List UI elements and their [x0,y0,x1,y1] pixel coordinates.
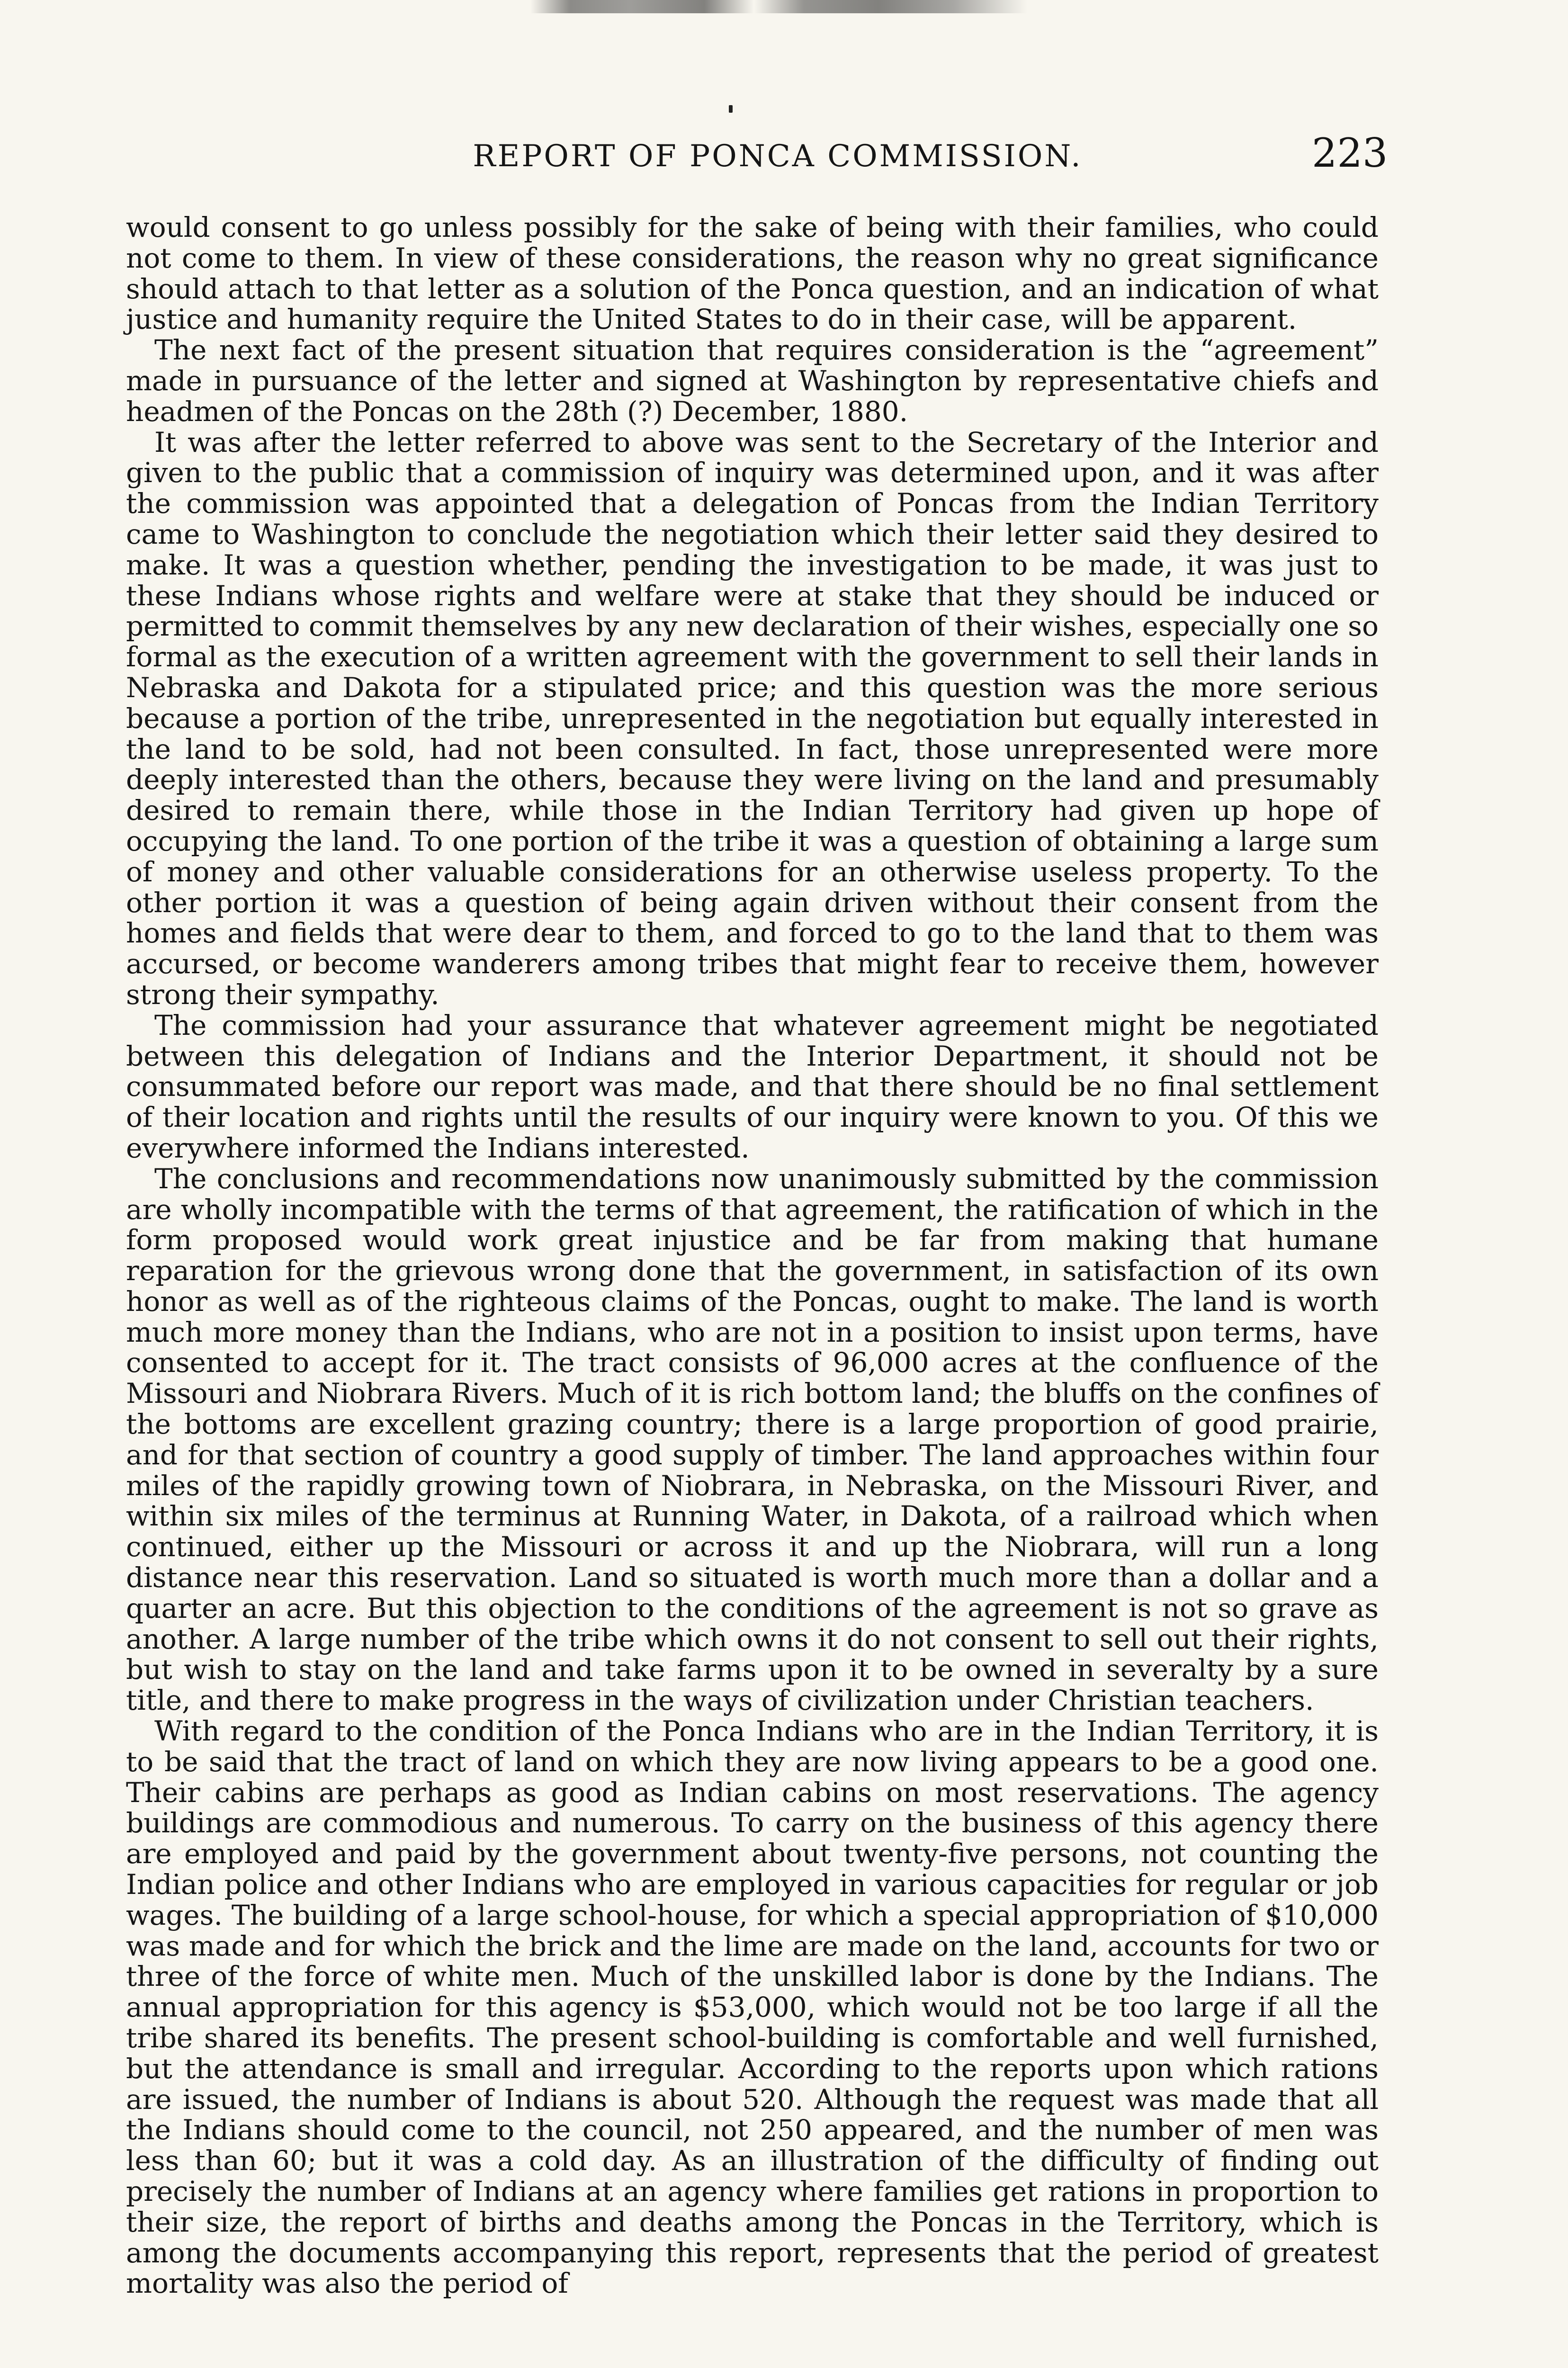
paragraph: The commission had your assurance that whatever agreement might be negotiated between this delegation of Indians and the Interior Department, it should not be consummated before our report was made, and that there should be no final settlement of their location and rights until the results of our inquiry were known to you. Of this we everywhere informed the Indians interested. [126,1009,1379,1164]
paragraph: It was after the letter referred to above was sent to the Secretary of the Interior and given to the public that a commission of inquiry was determined upon, and it was after the commission was appointed that a delegation of Poncas from the Indian Territory came to Washington to conclude the negotiation which their letter said they desired to make. It was a question whether, pending the investigation to be made, it was just to these Indians whose rights and welfare were at stake that they should be induced or permitted to commit themselves by any new declaration of their wishes, especially one so formal as the execution of a written agreement with the government to sell their lands in Nebraska and Dakota for a stipulated price; and this question was the more serious because a portion of the tribe, unrepresented in the negotiation but equally interested in the land to be sold, had not been consulted. In fact, those unrepresented were more deeply interested than the others, because they were living on the land and presumably desired to remain there, while those in the Indian Territory had given up hope of occupying the land. To one portion of the tribe it was a question of obtaining a large sum of money and other valuable considerations for an otherwise useless property. To the other portion it was a question of being again driven without their consent from the homes and fields that were dear to them, and forced to go to the land that to them was accursed, or become wanderers among tribes that might fear to receive them, however strong their sympathy. [126,426,1379,1011]
paragraph: With regard to the condition of the Ponca Indians who are in the Indian Territory, it is to be said that the tract of land on which they are now living appears to be a good one. Their cabins are perhaps as good as Indian cabins on most reservations. The agency buildings are commodious and numerous. To carry on the business of this agency there are employed and paid by the government about twenty-five persons, not counting the Indian police and other Indians who are employed in various capacities for regular or job wages. The building of a large school-house, for which a special appropriation of $10,000 was made and for which the brick and the lime are made on the land, accounts for two or three of the force of white men. Much of the unskilled labor is done by the Indians. The annual appropriation for this agency is $53,000, which would not be too large if all the tribe shared its benefits. The present school-building is comfortable and well furnished, but the attendance is small and irregular. According to the reports upon which rations are issued, the number of Indians is about 520. Although the request was made that all the Indians should come to the council, not 250 appeared, and the number of men was less than 60; but it was a cold day. As an illustration of the difficulty of finding out precisely the number of Indians at an agency where families get rations in proportion to their size, the report of births and deaths among the Poncas in the Territory, which is among the documents accompanying this report, represents that the period of greatest mortality was also the period of [126,1715,1379,2300]
scan-artifact [530,0,1028,13]
scan-artifact-dot [729,105,733,113]
paragraph: The next fact of the present situation that requires consideration is the “agreement” made in pursuance of the letter and signed at Washington by representative chiefs and headmen of the Poncas on the 28th (?) December, 1880. [126,334,1379,428]
paragraph: The conclusions and recommendations now unanimously submitted by the commission are wholly incompatible with the terms of that agreement, the ratification of which in the form proposed would work great injustice and be far from making that humane reparation for the grievous wrong done that the government, in satisfaction of its own honor as well as of the righteous claims of the Poncas, ought to make. The land is worth much more money than the Indians, who are not in a position to insist upon terms, have consented to accept for it. The tract consists of 96,000 acres at the confluence of the Missouri and Niobrara Rivers. Much of it is rich bottom land; the bluffs on the confines of the bottoms are excellent grazing country; there is a large proportion of good prairie, and for that section of country a good supply of timber. The land approaches within four miles of the rapidly growing town of Niobrara, in Nebraska, on the Missouri River, and within six miles of the terminus at Running Water, in Dakota, of a railroad which when continued, either up the Missouri or across it and up the Niobrara, will run a long distance near this reservation. Land so situated is worth much more than a dollar and a quarter an acre. But this objection to the conditions of the agreement is not so grave as another. A large number of the tribe which owns it do not consent to sell out their rights, but wish to stay on the land and take farms upon it to be owned in severalty by a sure title, and there to make progress in the ways of civilization under Christian teachers. [126,1162,1379,1717]
page-number: 223 [1312,130,1388,176]
paragraph: would consent to go unless possibly for the sake of being with their families, who could not come to them. In view of these considerations, the reason why no great significance should attach to that letter as a solution of the Ponca question, and an indication of what justice and humanity require the United States to do in their case, will be apparent. [126,211,1379,336]
running-head: REPORT OF PONCA COMMISSION. [473,139,1083,174]
body-text [126,212,1379,2343]
